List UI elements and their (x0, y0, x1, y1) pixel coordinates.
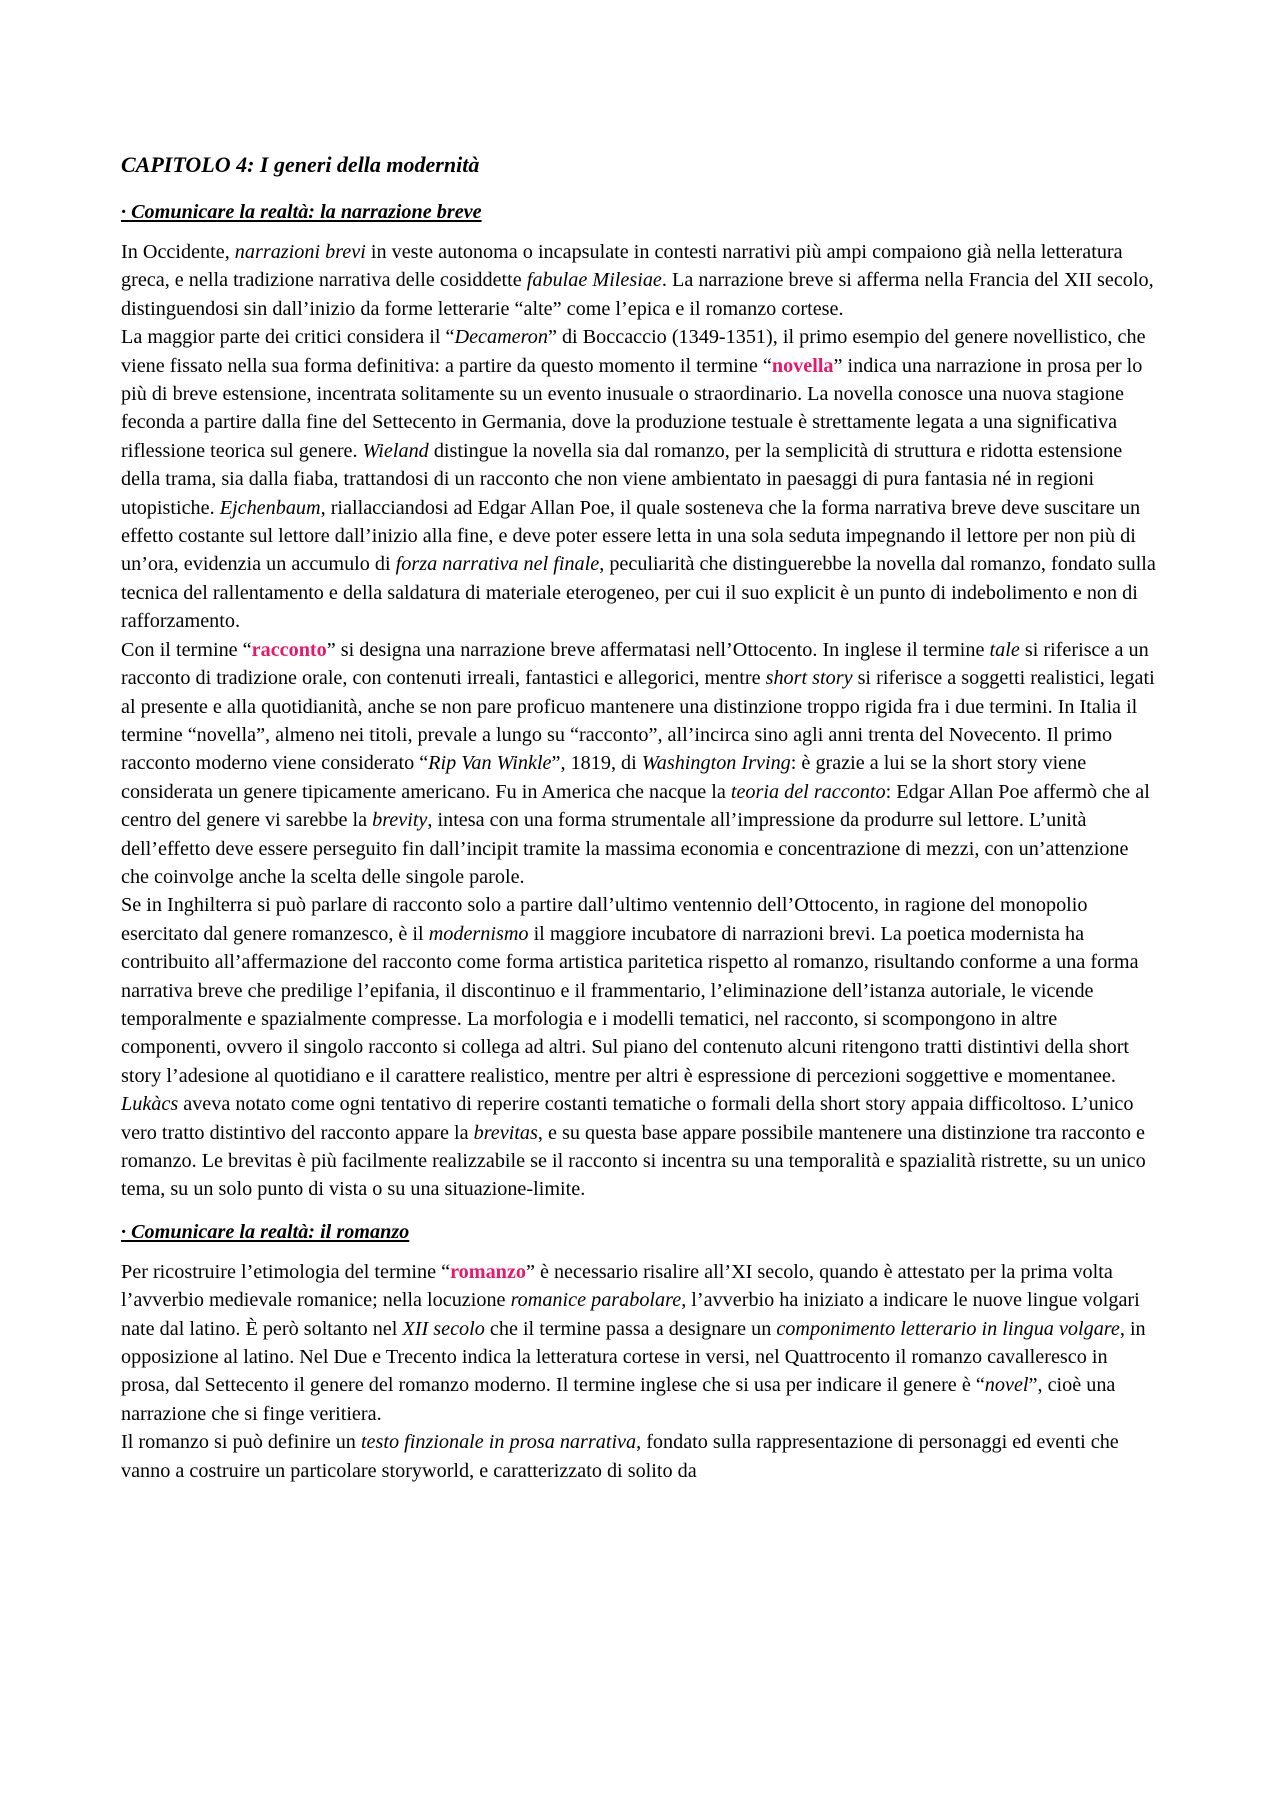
text-run: , riallacciandosi ad Edgar Allan Poe, il quale sosteneva che la forma narrativa breve deve suscitare un effetto costante sul lettore dall’inizio alla fine, e deve poter essere letta in una sola seduta impegnando il lettore per non più di un’ora, evidenzia un accumulo di (121, 496, 1141, 576)
italic-term: XII secolo (402, 1317, 485, 1340)
text-run: , e su questa base appare possibile mantenere una distinzione tra racconto e romanzo. Le brevitas è più facilmente realizzabile se il racconto si incentra su una temporalità e spazialità ristrette, su un unico tema, su un solo punto di vista o su una situazione-limite. (121, 1121, 1146, 1201)
document-page (121, 150, 1161, 1499)
text-run: . La narrazione breve si afferma nella Francia del XII secolo, distinguendosi sin dall’inizio da forme letterarie “alte” come l’epica e il romanzo cortese. (121, 269, 1154, 320)
text-run: ”, 1819, di (551, 752, 642, 775)
text-run: , in opposizione al latino. Nel Due e Trecento indica la letteratura cortese in versi, nel Quattrocento il romanzo cavalleresco in prosa, dal Settecento il genere del romanzo moderno. Il termine inglese che si usa per indicare il genere è “ (121, 1317, 1146, 1397)
italic-term: Lukàcs (121, 1093, 179, 1116)
highlighted-term: novella (771, 354, 834, 377)
italic-term: tale (989, 638, 1020, 661)
italic-term: short story (765, 667, 853, 690)
section-heading: · Comunicare la realtà: la narrazione breve (121, 201, 482, 223)
italic-term: Decameron (454, 326, 548, 349)
text-run: , peculiarità che distinguerebbe la novella dal romanzo, fondato sulla tecnica del rallentamento e della saldatura di materiale eterogeneo, per cui il suo explicit è un punto di indebolimento e non di rafforzamento. (121, 553, 1156, 633)
highlighted-term: racconto (251, 638, 327, 661)
text-run: , l’avverbio ha iniziato a indicare le nuove lingue volgari nate dal latino. È però soltanto nel (121, 1289, 1140, 1340)
italic-term: romanice parabolare (510, 1289, 682, 1312)
text-run: , fondato sulla rappresentazione di personaggi ed eventi che vanno a costruire un particolare storyworld, e caratterizzato di solito da (121, 1431, 1119, 1482)
text-run: ” di Boccaccio (1349-1351), il primo esempio del genere novellistico, che viene fissato nella sua forma definitiva: a partire da questo momento il termine “ (121, 326, 1146, 377)
italic-term: componimento letterario in lingua volgare (776, 1317, 1120, 1340)
italic-term: brevitas (473, 1121, 538, 1144)
text-run: ” indica una narrazione in prosa per lo più di breve estensione, incentrata solitamente su un evento inusuale o straordinario. La novella conosce una nuova stagione feconda a partire dalla fine del Settecento in Germania, dove la produzione testuale è strettamente legata a una significativa riflessione teorica sul genere. (121, 354, 1143, 462)
text-run: aveva notato come ogni tentativo di reperire costanti tematiche o formali della short story appaia difficoltoso. L’unico vero tratto distintivo del racconto appare la (121, 1093, 1134, 1144)
chapter-title: CAPITOLO 4: I generi della modernità (121, 152, 480, 177)
text-run: ” è necessario risalire all’XI secolo, quando è attestato per la prima volta l’avverbio medievale romanice; nella locuzione (121, 1260, 1113, 1312)
italic-term: Rip Van Winkle (428, 752, 552, 775)
text-run: si riferisce a soggetti realistici, legati al presente e alla quotidianità, anche se non pare proficuo mantenere una distinzione troppo rigida fra i due termini. In Italia il termine “novella”, almeno nei titoli, prevale a lungo su “racconto”, all’incirca sino agli anni trenta del Novecento. Il primo racconto moderno viene considerato “ (121, 667, 1155, 775)
paragraph (121, 1258, 1161, 1428)
paragraph (121, 1428, 1161, 1485)
text-run: Il romanzo si può definire un (121, 1431, 361, 1454)
italic-term: Wieland (362, 439, 429, 462)
text-run: , intesa con una forma strumentale all’impressione da produrre sul lettore. L’unità dell’effetto deve essere perseguito fin dall’incipit tramite la massima economia e concentrazione di mezzi, con un’attenzione che coinvolge anche la scelta delle singole parole. (121, 809, 1129, 888)
italic-term: testo finzionale in prosa narrativa (360, 1431, 637, 1454)
italic-term: modernismo (428, 922, 529, 945)
section-narrazione-breve (121, 198, 1161, 1204)
text-run: Se in Inghilterra si può parlare di racconto solo a partire dall’ultimo ventennio dell’Ottocento, in ragione del monopolio esercitato dal genere romanzesco, è il (121, 894, 1088, 945)
italic-term: narrazioni brevi (234, 241, 366, 263)
text-run: in veste autonoma o incapsulate in contesti narrativi più ampi compaiono già nella letteratura greca, e nella tradizione narrativa delle cosiddette (121, 241, 1123, 292)
text-run: : Edgar Allan Poe affermò che al centro del genere vi sarebbe la (121, 780, 1150, 832)
highlighted-term: romanzo (450, 1260, 526, 1283)
paragraph (121, 323, 1161, 635)
italic-term: teoria del racconto (730, 780, 886, 803)
paragraph (121, 636, 1161, 892)
text-run: La maggior parte dei critici considera il “ (121, 326, 455, 349)
text-run: che il termine passa a designare un (484, 1317, 777, 1340)
text-run: : è grazie a lui se la short story viene considerata un genere tipicamente americano. Fu in America che nacque la (121, 752, 1087, 803)
italic-term: Washington Irving (641, 752, 791, 775)
italic-term: brevity (372, 809, 428, 832)
text-run: si riferisce a un racconto di tradizione orale, con contenuti irreali, fantastici e allegorici, mentre (121, 638, 1149, 690)
paragraph (121, 238, 1161, 323)
text-run: In Occidente, (121, 241, 235, 263)
section-romanzo (121, 1218, 1161, 1485)
text-run: ” si designa una narrazione breve affermatasi nell’Ottocento. In inglese il termine (326, 638, 990, 661)
text-run: Con il termine “ (121, 638, 252, 661)
text-run: distingue la novella sia dal romanzo, per la semplicità di struttura e ridotta estensione della trama, sia dalla fiaba, trattandosi di un racconto che non viene ambientato in paesaggi di pura fantasia né in regioni utopistiche. (121, 439, 1123, 519)
text-run: il maggiore incubatore di narrazioni brevi. La poetica modernista ha contribuito all’affermazione del racconto come forma artistica paritetica rispetto al romanzo, risultando conforme a una forma narrativa breve che predilige l’epifania, il discontinuo e il frammentario, l’eliminazione dell’istanza autoriale, le vicende temporalmente e spazialmente compresse. La morfologia e i modelli tematici, nel racconto, si scompongono in altre componenti, ovvero il singolo racconto si collega ad altri. Sul piano del contenuto alcuni ritengono tratti distintivi della short story l’adesione al quotidiano e il carattere realistico, mentre per altri è espressione di percezioni soggettive e momentanee. (121, 922, 1139, 1087)
text-run: ”, cioè una narrazione che si finge veritiera. (121, 1374, 1116, 1425)
italic-term: Ejchenbaum (219, 496, 321, 519)
section-heading: · Comunicare la realtà: il romanzo (121, 1220, 410, 1243)
text-run: Per ricostruire l’etimologia del termine “ (121, 1260, 451, 1283)
paragraph (121, 891, 1161, 1203)
italic-term: forza narrativa nel finale (395, 553, 600, 576)
italic-term: fabulae Milesiae (526, 269, 662, 292)
italic-term: novel (984, 1374, 1029, 1397)
